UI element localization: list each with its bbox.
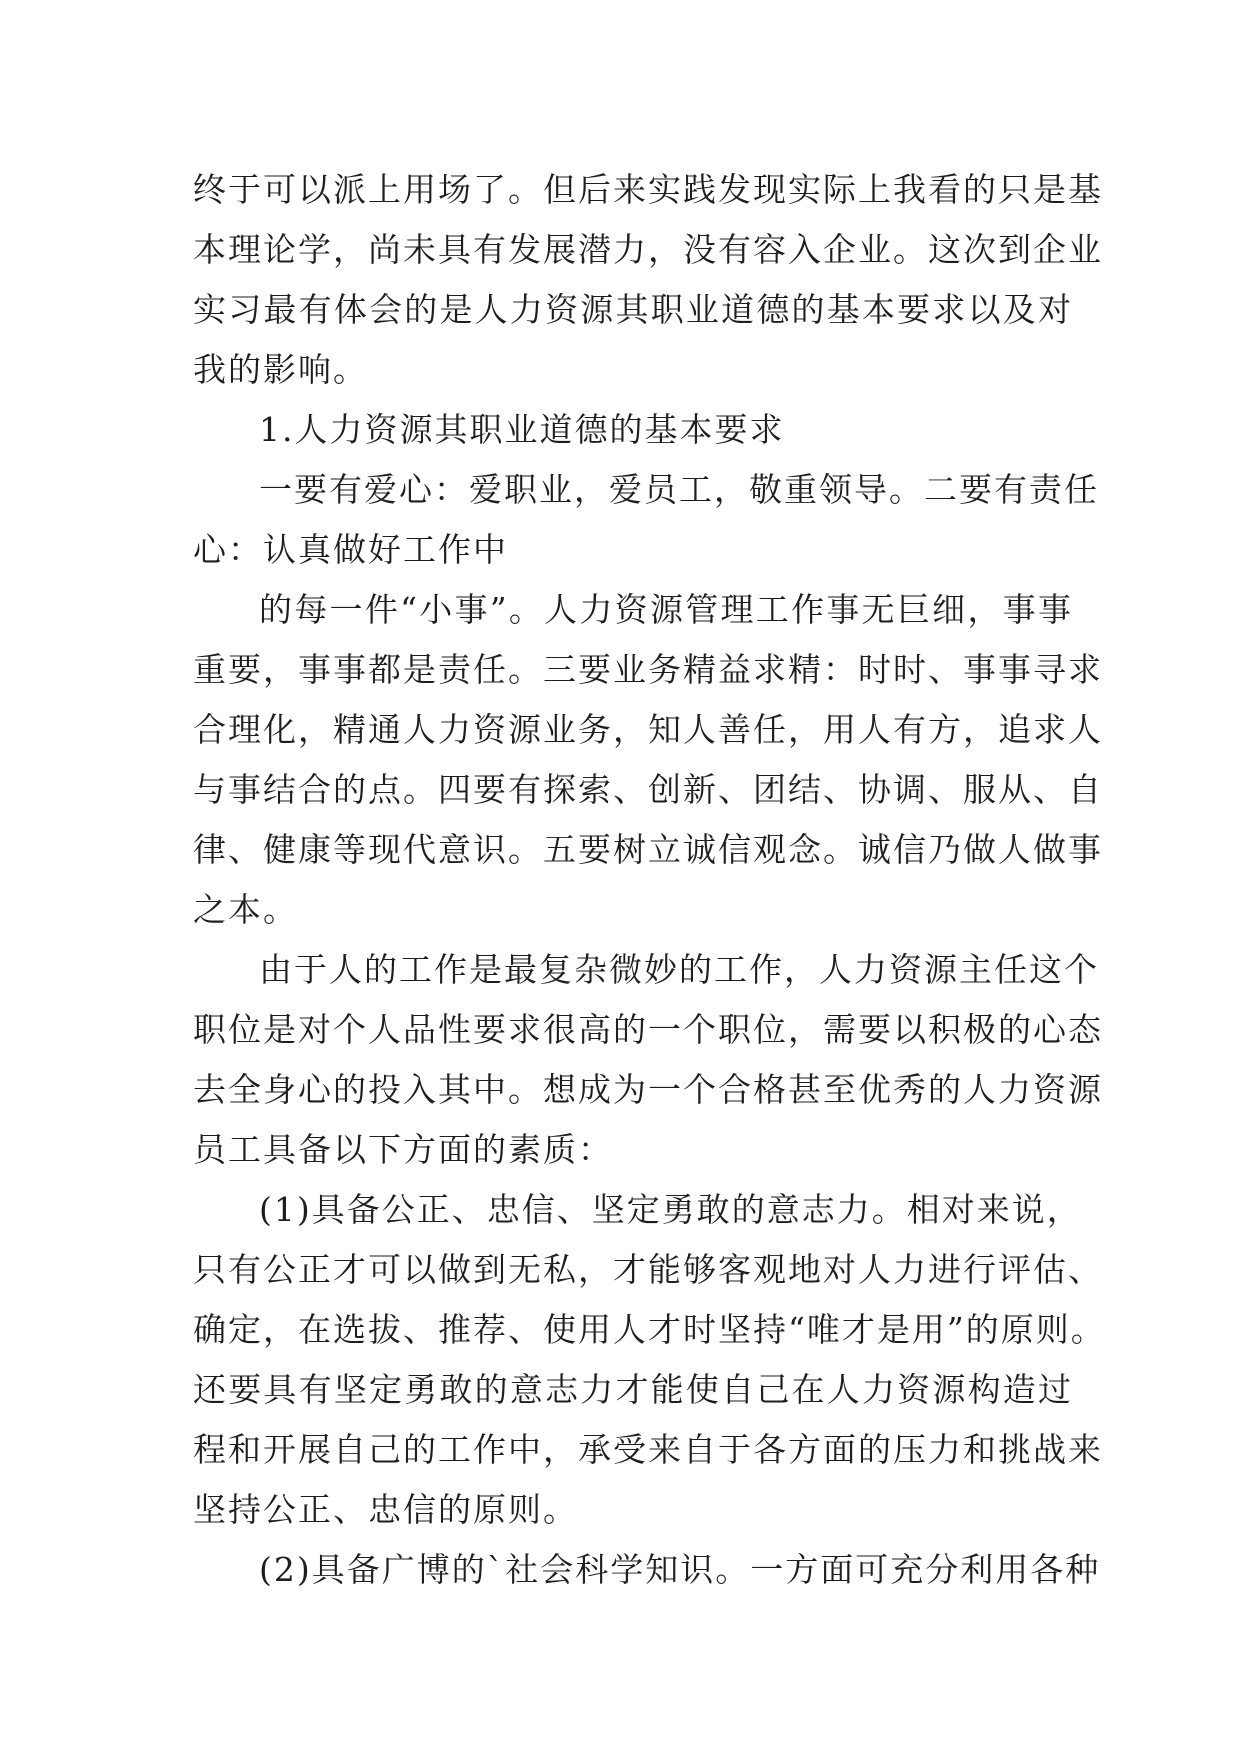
paragraph [193,940,1103,1180]
text-line: 本理论学，尚未具有发展潜力，没有容入企业。这次到企业 [193,230,1103,269]
text-line: 程和开展自己的工作中，承受来自于各方面的压力和挑战来 [193,1430,1103,1469]
paragraph [193,460,1099,580]
text-line: (2)具备广博的`社会科学知识。一方面可充分利用各种 [259,1550,1101,1589]
paragraph [193,160,1103,400]
heading-line: 1.人力资源其职业道德的基本要求 [259,410,785,449]
text-line: 还要具有坚定勇敢的意志力才能使自己在人力资源构造过 [193,1370,1073,1409]
text-line: 之本。 [193,890,298,929]
text-line: 只有公正才可以做到无私，才能够客观地对人力进行评估、 [193,1250,1103,1289]
paragraph [193,1180,1106,1540]
text-line: 确定，在选拔、推荐、使用人才时坚持“唯才是用”的原则。 [193,1310,1106,1349]
paragraph [193,1540,1101,1600]
text-line: (1)具备公正、忠信、坚定勇敢的意志力。相对来说， [259,1190,1082,1229]
paragraph [193,580,1103,940]
text-line: 员工具备以下方面的素质： [193,1130,613,1169]
text-line: 律、健康等现代意识。五要树立诚信观念。诚信乃做人做事 [193,830,1103,869]
text-line: 心：认真做好工作中 [193,530,508,569]
text-line: 实习最有体会的是人力资源其职业道德的基本要求以及对 [193,290,1073,329]
text-line: 职位是对个人品性要求很高的一个职位，需要以积极的心态 [193,1010,1103,1049]
text-line: 去全身心的投入其中。想成为一个合格甚至优秀的人力资源 [193,1070,1103,1109]
text-line: 的每一件“小事”。人力资源管理工作事无巨细，事事 [259,590,1073,629]
text-line: 我的影响。 [193,350,368,389]
section-heading [193,400,1073,460]
text-line: 重要，事事都是责任。三要业务精益求精：时时、事事寻求 [193,650,1103,689]
text-line: 合理化，精通人力资源业务，知人善任，用人有方，追求人 [193,710,1103,749]
text-line: 终于可以派上用场了。但后来实践发现实际上我看的只是基 [193,170,1103,209]
text-line: 坚持公正、忠信的原则。 [193,1490,578,1529]
text-line: 一要有爱心：爱职业，爱员工，敬重领导。二要有责任 [259,470,1099,509]
text-line: 由于人的工作是最复杂微妙的工作，人力资源主任这个 [259,950,1099,989]
text-line: 与事结合的点。四要有探索、创新、团结、协调、服从、自 [193,770,1103,809]
document-page [193,160,1106,1600]
